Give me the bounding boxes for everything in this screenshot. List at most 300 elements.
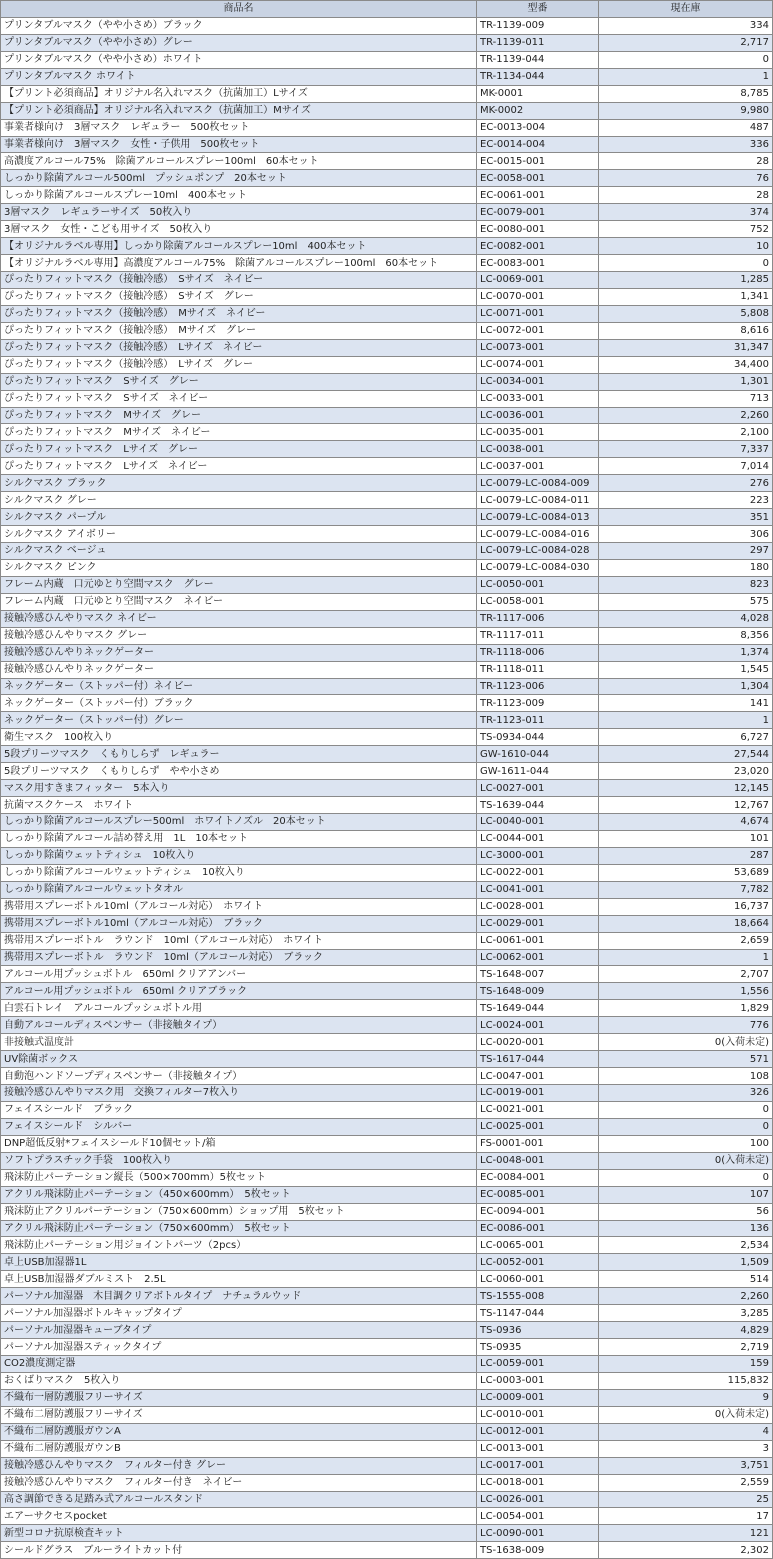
cell-stock: 159 <box>599 1356 773 1373</box>
cell-product-name: ソフトプラスチック手袋 100枚入り <box>1 1152 477 1169</box>
cell-model-number: TR-1123-009 <box>477 695 599 712</box>
table-row <box>1 1508 773 1525</box>
cell-product-name: しっかり除菌ウェットティシュ 10枚入り <box>1 847 477 864</box>
cell-model-number: EC-0094-001 <box>477 1203 599 1220</box>
cell-product-name: プリンタブルマスク（やや小さめ）グレー <box>1 34 477 51</box>
cell-stock: 1 <box>599 949 773 966</box>
cell-model-number: TS-1649-044 <box>477 1000 599 1017</box>
cell-product-name: 接触冷感ひんやりマスク グレー <box>1 627 477 644</box>
table-row <box>1 1254 773 1271</box>
cell-model-number: EC-0058-001 <box>477 170 599 187</box>
cell-stock: 713 <box>599 390 773 407</box>
cell-model-number: LC-0019-001 <box>477 1085 599 1102</box>
cell-model-number: LC-0058-001 <box>477 593 599 610</box>
table-row <box>1 458 773 475</box>
table-row <box>1 119 773 136</box>
cell-model-number: LC-0065-001 <box>477 1237 599 1254</box>
cell-model-number: LC-0028-001 <box>477 898 599 915</box>
cell-model-number: EC-0085-001 <box>477 1186 599 1203</box>
table-row <box>1 610 773 627</box>
cell-product-name: 不織布二層防護服フリーサイズ <box>1 1406 477 1423</box>
cell-stock: 8,356 <box>599 627 773 644</box>
table-row <box>1 1406 773 1423</box>
cell-product-name: アクリル飛沫防止パーテーション（450×600mm） 5枚セット <box>1 1186 477 1203</box>
cell-product-name: 事業者様向け 3層マスク 女性・子供用 500枚セット <box>1 136 477 153</box>
cell-model-number: LC-0054-001 <box>477 1508 599 1525</box>
cell-product-name: パーソナル加湿器ボトルキャップタイプ <box>1 1305 477 1322</box>
cell-model-number: LC-0062-001 <box>477 949 599 966</box>
cell-model-number: LC-0035-001 <box>477 424 599 441</box>
cell-model-number: LC-0010-001 <box>477 1406 599 1423</box>
cell-stock: 2,100 <box>599 424 773 441</box>
cell-model-number: EC-0086-001 <box>477 1220 599 1237</box>
cell-model-number: MK-0002 <box>477 102 599 119</box>
table-row <box>1 1305 773 1322</box>
table-row <box>1 288 773 305</box>
table-row <box>1 68 773 85</box>
table-row <box>1 34 773 51</box>
table-row <box>1 797 773 814</box>
cell-model-number: LC-0069-001 <box>477 272 599 289</box>
cell-product-name: DNP超低反射*フェイスシールド10個セット/箱 <box>1 1135 477 1152</box>
cell-model-number: LC-0036-001 <box>477 407 599 424</box>
cell-stock: 8,616 <box>599 322 773 339</box>
table-row <box>1 1068 773 1085</box>
cell-stock: 1 <box>599 712 773 729</box>
table-row <box>1 1203 773 1220</box>
table-row <box>1 729 773 746</box>
table-row <box>1 136 773 153</box>
cell-stock: 17 <box>599 1508 773 1525</box>
cell-stock: 487 <box>599 119 773 136</box>
table-row <box>1 593 773 610</box>
cell-model-number: EC-0061-001 <box>477 187 599 204</box>
cell-product-name: シルクマスク ブラック <box>1 475 477 492</box>
cell-product-name: 自動泡ハンドソープディスペンサー（非接触タイプ） <box>1 1068 477 1085</box>
cell-product-name: ぴったりフィットマスク Sサイズ グレー <box>1 373 477 390</box>
cell-product-name: フェイスシールド シルバー <box>1 1118 477 1135</box>
cell-stock: 1,829 <box>599 1000 773 1017</box>
cell-model-number: TS-1617-044 <box>477 1051 599 1068</box>
cell-stock: 287 <box>599 847 773 864</box>
cell-product-name: シルクマスク グレー <box>1 492 477 509</box>
table-row <box>1 339 773 356</box>
table-row <box>1 509 773 526</box>
cell-stock: 2,534 <box>599 1237 773 1254</box>
cell-stock: 100 <box>599 1135 773 1152</box>
table-row <box>1 1152 773 1169</box>
cell-product-name: 【プリント必須商品】オリジナル名入れマスク（抗菌加工）Lサイズ <box>1 85 477 102</box>
cell-stock: 4,028 <box>599 610 773 627</box>
cell-stock: 28 <box>599 153 773 170</box>
table-row <box>1 1525 773 1542</box>
cell-model-number: TS-0936 <box>477 1322 599 1339</box>
table-row <box>1 51 773 68</box>
table-row <box>1 746 773 763</box>
cell-stock: 115,832 <box>599 1372 773 1389</box>
table-row <box>1 424 773 441</box>
cell-product-name: ぴったりフィットマスク（接触冷感） Sサイズ ネイビー <box>1 272 477 289</box>
cell-product-name: ぴったりフィットマスク Mサイズ ネイビー <box>1 424 477 441</box>
cell-stock: 108 <box>599 1068 773 1085</box>
cell-stock: 53,689 <box>599 864 773 881</box>
cell-model-number: LC-3000-001 <box>477 847 599 864</box>
table-row <box>1 356 773 373</box>
cell-stock: 5,808 <box>599 305 773 322</box>
cell-product-name: 衛生マスク 100枚入り <box>1 729 477 746</box>
cell-stock: 752 <box>599 221 773 238</box>
cell-stock: 107 <box>599 1186 773 1203</box>
cell-model-number: LC-0044-001 <box>477 830 599 847</box>
cell-stock: 28 <box>599 187 773 204</box>
table-row <box>1 153 773 170</box>
cell-product-name: 【プリント必須商品】オリジナル名入れマスク（抗菌加工）Mサイズ <box>1 102 477 119</box>
cell-product-name: プリンタブルマスク（やや小さめ）ホワイト <box>1 51 477 68</box>
table-row <box>1 966 773 983</box>
cell-model-number: TR-1139-011 <box>477 34 599 51</box>
cell-stock: 1,509 <box>599 1254 773 1271</box>
cell-product-name: ぴったりフィットマスク（接触冷感） Lサイズ グレー <box>1 356 477 373</box>
cell-model-number: TS-0935 <box>477 1339 599 1356</box>
table-row <box>1 204 773 221</box>
cell-model-number: LC-0072-001 <box>477 322 599 339</box>
cell-product-name: UV除菌ボックス <box>1 1051 477 1068</box>
table-row <box>1 814 773 831</box>
cell-product-name: 飛沫防止パーテーション縦長（500×700mm）5枚セット <box>1 1169 477 1186</box>
table-row <box>1 492 773 509</box>
cell-stock: 18,664 <box>599 915 773 932</box>
cell-stock: 2,717 <box>599 34 773 51</box>
cell-stock: 31,347 <box>599 339 773 356</box>
cell-model-number: EC-0015-001 <box>477 153 599 170</box>
table-row <box>1 305 773 322</box>
cell-stock: 1 <box>599 68 773 85</box>
cell-stock: 776 <box>599 1017 773 1034</box>
cell-product-name: エアーサクセスpocket <box>1 1508 477 1525</box>
cell-stock: 2,260 <box>599 407 773 424</box>
cell-stock: 2,719 <box>599 1339 773 1356</box>
table-row <box>1 1389 773 1406</box>
cell-stock: 351 <box>599 509 773 526</box>
cell-stock: 571 <box>599 1051 773 1068</box>
cell-product-name: アルコール用プッシュボトル 650ml クリアアンバー <box>1 966 477 983</box>
cell-model-number: LC-0020-001 <box>477 1034 599 1051</box>
cell-model-number: LC-0012-001 <box>477 1423 599 1440</box>
cell-stock: 575 <box>599 593 773 610</box>
cell-model-number: TS-1639-044 <box>477 797 599 814</box>
cell-model-number: TS-1147-044 <box>477 1305 599 1322</box>
table-row <box>1 1356 773 1373</box>
cell-product-name: シルクマスク ベージュ <box>1 543 477 560</box>
cell-model-number: TS-1648-007 <box>477 966 599 983</box>
table-row <box>1 1271 773 1288</box>
cell-model-number: LC-0033-001 <box>477 390 599 407</box>
table-row <box>1 763 773 780</box>
table-row <box>1 1423 773 1440</box>
table-row <box>1 1118 773 1135</box>
table-row <box>1 1101 773 1118</box>
cell-product-name: しっかり除菌アルコールスプレー10ml 400本セット <box>1 187 477 204</box>
cell-model-number: LC-0070-001 <box>477 288 599 305</box>
cell-product-name: マスク用すきまフィッター 5本入り <box>1 780 477 797</box>
table-row <box>1 915 773 932</box>
table-row <box>1 390 773 407</box>
column-header-model: 型番 <box>477 1 599 18</box>
cell-product-name: 不織布一層防護服フリーサイズ <box>1 1389 477 1406</box>
cell-model-number: EC-0083-001 <box>477 255 599 272</box>
cell-product-name: ぴったりフィットマスク Mサイズ グレー <box>1 407 477 424</box>
table-row <box>1 695 773 712</box>
cell-model-number: GW-1611-044 <box>477 763 599 780</box>
table-row <box>1 830 773 847</box>
cell-product-name: 白雲石トレイ アルコールプッシュボトル用 <box>1 1000 477 1017</box>
column-header-name: 商品名 <box>1 1 477 18</box>
cell-product-name: ぴったりフィットマスク（接触冷感） Sサイズ グレー <box>1 288 477 305</box>
table-row <box>1 102 773 119</box>
cell-product-name: 事業者様向け 3層マスク レギュラー 500枚セット <box>1 119 477 136</box>
cell-product-name: シルクマスク アイボリー <box>1 526 477 543</box>
cell-stock: 76 <box>599 170 773 187</box>
cell-model-number: LC-0022-001 <box>477 864 599 881</box>
cell-stock: 0(入荷未定) <box>599 1152 773 1169</box>
cell-stock: 7,014 <box>599 458 773 475</box>
cell-stock: 223 <box>599 492 773 509</box>
cell-model-number: LC-0041-001 <box>477 881 599 898</box>
table-row <box>1 1034 773 1051</box>
cell-product-name: 非接触式温度計 <box>1 1034 477 1051</box>
table-row <box>1 1237 773 1254</box>
cell-model-number: LC-0024-001 <box>477 1017 599 1034</box>
cell-product-name: 卓上USB加湿器ダブルミスト 2.5L <box>1 1271 477 1288</box>
table-row <box>1 983 773 1000</box>
table-row <box>1 1491 773 1508</box>
table-row <box>1 949 773 966</box>
cell-stock: 9,980 <box>599 102 773 119</box>
cell-stock: 0 <box>599 51 773 68</box>
table-row <box>1 1372 773 1389</box>
cell-model-number: EC-0080-001 <box>477 221 599 238</box>
cell-product-name: 携帯用スプレーボトル ラウンド 10ml（アルコール対応） ブラック <box>1 949 477 966</box>
cell-product-name: 3層マスク レギュラーサイズ 50枚入り <box>1 204 477 221</box>
cell-model-number: LC-0079-LC-0084-030 <box>477 559 599 576</box>
cell-model-number: LC-0034-001 <box>477 373 599 390</box>
cell-stock: 180 <box>599 559 773 576</box>
table-row <box>1 1220 773 1237</box>
cell-stock: 27,544 <box>599 746 773 763</box>
cell-model-number: TR-1139-009 <box>477 17 599 34</box>
table-row <box>1 712 773 729</box>
cell-stock: 141 <box>599 695 773 712</box>
cell-stock: 3 <box>599 1440 773 1457</box>
table-row <box>1 1051 773 1068</box>
cell-stock: 4,674 <box>599 814 773 831</box>
table-row <box>1 559 773 576</box>
cell-model-number: FS-0001-001 <box>477 1135 599 1152</box>
table-row <box>1 1085 773 1102</box>
table-row <box>1 644 773 661</box>
cell-product-name: パーソナル加湿器 木目調クリアボトルタイプ ナチュラルウッド <box>1 1288 477 1305</box>
cell-product-name: 高濃度アルコール75% 除菌アルコールスプレー100ml 60本セット <box>1 153 477 170</box>
cell-stock: 514 <box>599 1271 773 1288</box>
cell-stock: 10 <box>599 238 773 255</box>
cell-product-name: ネックゲーター（ストッパー付）ネイビー <box>1 678 477 695</box>
table-row <box>1 1017 773 1034</box>
cell-model-number: LC-0013-001 <box>477 1440 599 1457</box>
cell-model-number: TR-1123-006 <box>477 678 599 695</box>
cell-model-number: LC-0073-001 <box>477 339 599 356</box>
table-row <box>1 932 773 949</box>
cell-model-number: LC-0038-001 <box>477 441 599 458</box>
cell-model-number: LC-0050-001 <box>477 576 599 593</box>
cell-model-number: LC-0040-001 <box>477 814 599 831</box>
cell-stock: 4 <box>599 1423 773 1440</box>
cell-stock: 34,400 <box>599 356 773 373</box>
cell-product-name: 携帯用スプレーボトル10ml（アルコール対応） ホワイト <box>1 898 477 915</box>
cell-product-name: フレーム内蔵 口元ゆとり空間マスク グレー <box>1 576 477 593</box>
cell-model-number: LC-0017-001 <box>477 1457 599 1474</box>
cell-product-name: 不織布二層防護服ガウンB <box>1 1440 477 1457</box>
cell-stock: 7,782 <box>599 881 773 898</box>
table-row <box>1 1542 773 1559</box>
cell-stock: 1,545 <box>599 661 773 678</box>
cell-model-number: GW-1610-044 <box>477 746 599 763</box>
cell-product-name: パーソナル加湿器スティックタイプ <box>1 1339 477 1356</box>
cell-stock: 374 <box>599 204 773 221</box>
cell-stock: 1,304 <box>599 678 773 695</box>
table-row <box>1 407 773 424</box>
cell-model-number: LC-0048-001 <box>477 1152 599 1169</box>
cell-product-name: しっかり除菌アルコール詰め替え用 1L 10本セット <box>1 830 477 847</box>
cell-product-name: 携帯用スプレーボトル10ml（アルコール対応） ブラック <box>1 915 477 932</box>
cell-product-name: 高さ調節できる足踏み式アルコールスタンド <box>1 1491 477 1508</box>
cell-product-name: パーソナル加湿器キューブタイプ <box>1 1322 477 1339</box>
table-row <box>1 576 773 593</box>
cell-stock: 23,020 <box>599 763 773 780</box>
cell-stock: 16,737 <box>599 898 773 915</box>
cell-product-name: ぴったりフィットマスク Lサイズ グレー <box>1 441 477 458</box>
cell-product-name: 接触冷感ひんやりマスク用 交換フィルター7枚入り <box>1 1085 477 1102</box>
cell-stock: 2,707 <box>599 966 773 983</box>
cell-stock: 7,337 <box>599 441 773 458</box>
cell-stock: 25 <box>599 1491 773 1508</box>
cell-model-number: LC-0009-001 <box>477 1389 599 1406</box>
cell-stock: 297 <box>599 543 773 560</box>
cell-model-number: TR-1118-006 <box>477 644 599 661</box>
table-row <box>1 1440 773 1457</box>
cell-model-number: LC-0021-001 <box>477 1101 599 1118</box>
cell-product-name: 飛沫防止アクリルパーテーション（750×600mm）ショップ用 5枚セット <box>1 1203 477 1220</box>
table-row <box>1 847 773 864</box>
cell-model-number: LC-0047-001 <box>477 1068 599 1085</box>
cell-product-name: ぴったりフィットマスク（接触冷感） Mサイズ グレー <box>1 322 477 339</box>
header-row <box>1 1 773 18</box>
cell-stock: 101 <box>599 830 773 847</box>
table-row <box>1 881 773 898</box>
cell-stock: 0 <box>599 1169 773 1186</box>
cell-product-name: CO2濃度測定器 <box>1 1356 477 1373</box>
cell-product-name: シルクマスク パープル <box>1 509 477 526</box>
cell-stock: 823 <box>599 576 773 593</box>
cell-stock: 136 <box>599 1220 773 1237</box>
cell-stock: 1,556 <box>599 983 773 1000</box>
cell-model-number: TS-1648-009 <box>477 983 599 1000</box>
cell-product-name: 5段プリーツマスク くもりしらず レギュラー <box>1 746 477 763</box>
table-row <box>1 17 773 34</box>
cell-product-name: 接触冷感ひんやりマスク フィルター付き ネイビー <box>1 1474 477 1491</box>
cell-model-number: TR-1139-044 <box>477 51 599 68</box>
cell-stock: 12,767 <box>599 797 773 814</box>
cell-model-number: LC-0059-001 <box>477 1356 599 1373</box>
cell-stock: 2,260 <box>599 1288 773 1305</box>
cell-model-number: LC-0079-LC-0084-013 <box>477 509 599 526</box>
cell-product-name: 飛沫防止パーテーション用ジョイントパーツ（2pcs） <box>1 1237 477 1254</box>
cell-model-number: EC-0014-004 <box>477 136 599 153</box>
cell-stock: 3,285 <box>599 1305 773 1322</box>
cell-product-name: しっかり除菌アルコールスプレー500ml ホワイトノズル 20本セット <box>1 814 477 831</box>
table-row <box>1 373 773 390</box>
cell-model-number: LC-0079-LC-0084-016 <box>477 526 599 543</box>
cell-product-name: フレーム内蔵 口元ゆとり空間マスク ネイビー <box>1 593 477 610</box>
cell-stock: 121 <box>599 1525 773 1542</box>
cell-product-name: しっかり除菌アルコール500ml プッシュポンプ 20本セット <box>1 170 477 187</box>
cell-model-number: LC-0003-001 <box>477 1372 599 1389</box>
cell-product-name: フェイスシールド ブラック <box>1 1101 477 1118</box>
cell-product-name: 不織布二層防護服ガウンA <box>1 1423 477 1440</box>
cell-product-name: シルクマスク ピンク <box>1 559 477 576</box>
cell-stock: 326 <box>599 1085 773 1102</box>
table-row <box>1 1135 773 1152</box>
table-row <box>1 1000 773 1017</box>
cell-model-number: EC-0084-001 <box>477 1169 599 1186</box>
cell-model-number: TR-1117-006 <box>477 610 599 627</box>
table-row <box>1 255 773 272</box>
table-row <box>1 1457 773 1474</box>
cell-model-number: TS-1638-009 <box>477 1542 599 1559</box>
cell-product-name: 接触冷感ひんやりマスク フィルター付き グレー <box>1 1457 477 1474</box>
cell-product-name: 卓上USB加湿器1L <box>1 1254 477 1271</box>
table-row <box>1 272 773 289</box>
cell-product-name: 自動アルコールディスペンサー（非接触タイプ） <box>1 1017 477 1034</box>
cell-model-number: TR-1118-011 <box>477 661 599 678</box>
cell-stock: 1,301 <box>599 373 773 390</box>
cell-stock: 0(入荷未定) <box>599 1034 773 1051</box>
cell-stock: 0 <box>599 1101 773 1118</box>
cell-stock: 8,785 <box>599 85 773 102</box>
column-header-stock: 現在庫 <box>599 1 773 18</box>
cell-model-number: LC-0026-001 <box>477 1491 599 1508</box>
cell-product-name: ぴったりフィットマスク Lサイズ ネイビー <box>1 458 477 475</box>
cell-model-number: LC-0071-001 <box>477 305 599 322</box>
cell-stock: 0 <box>599 255 773 272</box>
cell-product-name: 5段プリーツマスク くもりしらず やや小さめ <box>1 763 477 780</box>
table-row <box>1 238 773 255</box>
table-row <box>1 543 773 560</box>
cell-model-number: TR-1123-011 <box>477 712 599 729</box>
cell-product-name: ぴったりフィットマスク（接触冷感） Mサイズ ネイビー <box>1 305 477 322</box>
cell-model-number: TR-1134-044 <box>477 68 599 85</box>
cell-stock: 6,727 <box>599 729 773 746</box>
cell-product-name: ぴったりフィットマスク Sサイズ ネイビー <box>1 390 477 407</box>
cell-product-name: ネックゲーター（ストッパー付）グレー <box>1 712 477 729</box>
cell-stock: 1,374 <box>599 644 773 661</box>
cell-product-name: プリンタブルマスク ホワイト <box>1 68 477 85</box>
cell-stock: 2,659 <box>599 932 773 949</box>
cell-model-number: LC-0027-001 <box>477 780 599 797</box>
cell-model-number: EC-0013-004 <box>477 119 599 136</box>
cell-model-number: EC-0079-001 <box>477 204 599 221</box>
cell-model-number: EC-0082-001 <box>477 238 599 255</box>
cell-stock: 1,285 <box>599 272 773 289</box>
